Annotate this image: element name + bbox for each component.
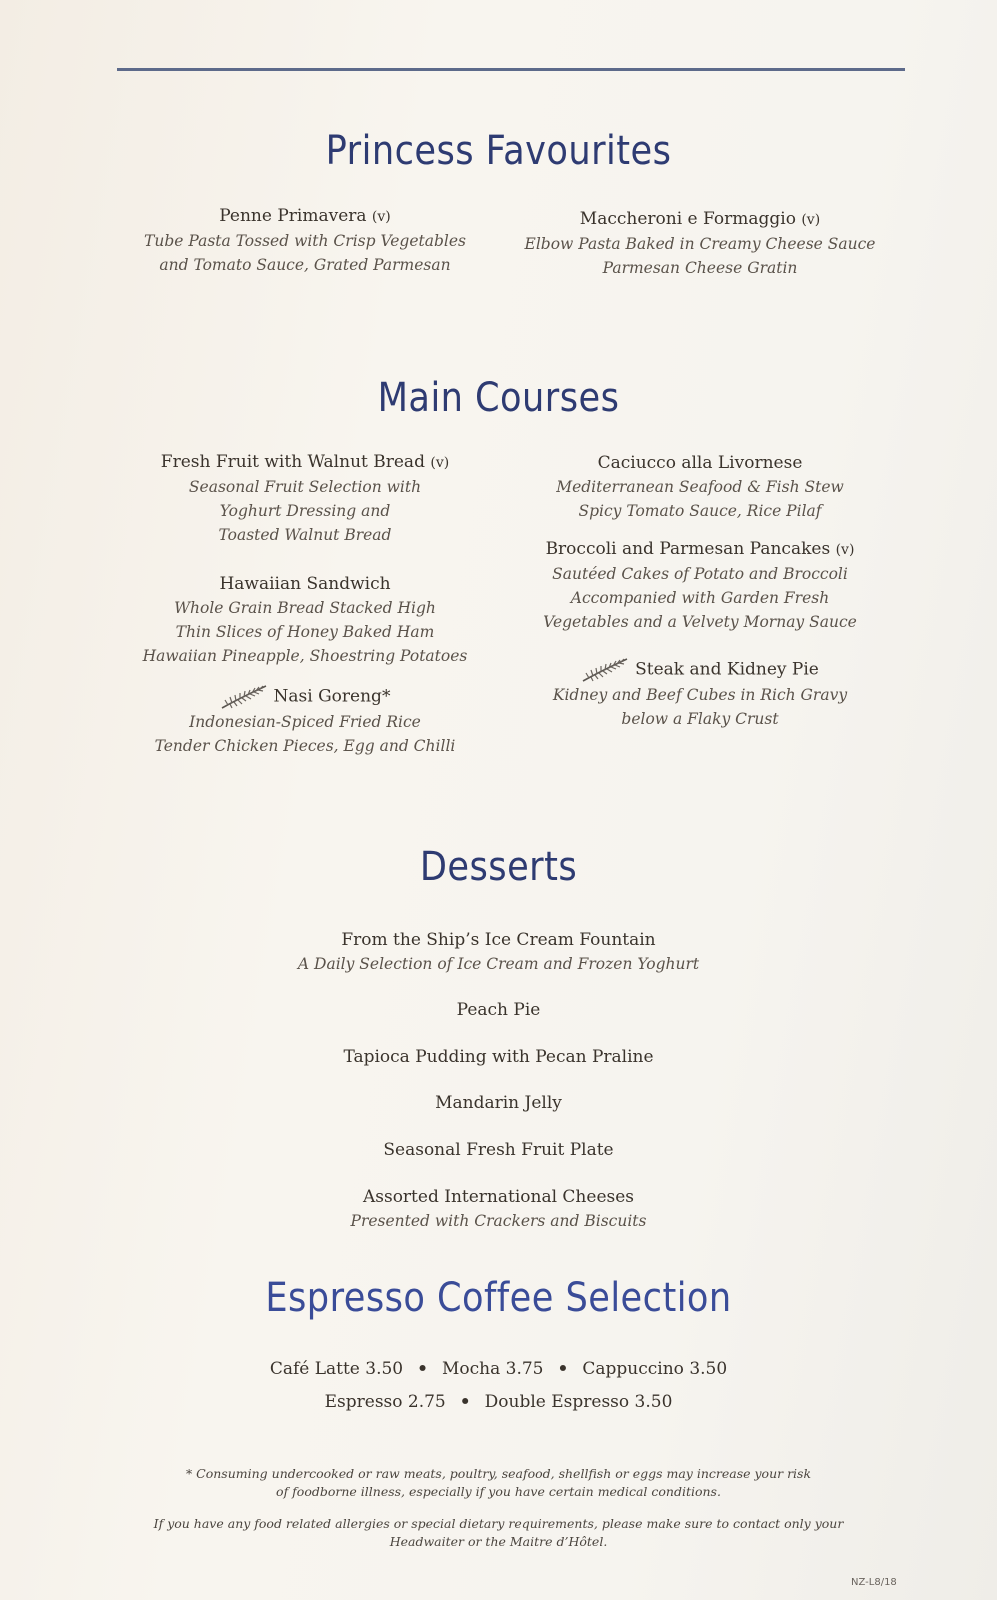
- menu-item-hawaiian-sandwich: [100, 572, 510, 668]
- item-name: Fresh Fruit with Walnut Bread: [160, 452, 425, 472]
- item-desc: and Tomato Sauce, Grated Parmesan: [159, 256, 451, 274]
- separator: •: [557, 1359, 569, 1379]
- section-title-main-courses: Main Courses: [377, 375, 620, 421]
- menu-item-penne-primavera: [100, 204, 510, 277]
- dessert-tapioca: [0, 1045, 997, 1069]
- item-desc: Accompanied with Garden Fresh: [570, 589, 830, 607]
- coffee-row-1: [0, 1359, 997, 1379]
- menu-item-fresh-fruit: [100, 450, 510, 547]
- item-name: Mandarin Jelly: [435, 1093, 562, 1113]
- dessert-peach-pie: [0, 998, 997, 1022]
- notice-line: * Consuming undercooked or raw meats, poultry, seafood, shellfish or eggs may increase your risk: [185, 1466, 812, 1481]
- item-desc: Spicy Tomato Sauce, Rice Pilaf: [578, 502, 822, 520]
- item-desc: Presented with Crackers and Biscuits: [350, 1212, 647, 1230]
- item-desc: Thin Slices of Honey Baked Ham: [175, 623, 435, 641]
- item-desc: Vegetables and a Velvety Mornay Sauce: [543, 613, 857, 631]
- item-name: Peach Pie: [456, 1000, 541, 1020]
- item-desc: A Daily Selection of Ice Cream and Frozen Yoghurt: [297, 955, 700, 973]
- notice-line: of foodborne illness, especially if you have certain medical conditions.: [276, 1484, 721, 1499]
- item-desc: Whole Grain Bread Stacked High: [174, 599, 436, 617]
- coffee-item: Espresso 2.75: [324, 1392, 446, 1412]
- coffee-item: Mocha 3.75: [442, 1359, 544, 1379]
- fern-icon: [220, 684, 268, 710]
- item-name: From the Ship’s Ice Cream Fountain: [341, 930, 656, 950]
- item-desc: Hawaiian Pineapple, Shoestring Potatoes: [142, 647, 468, 665]
- separator: •: [417, 1359, 428, 1379]
- menu-item-steak-kidney-pie: [500, 657, 900, 731]
- item-name: Caciucco alla Livornese: [597, 453, 803, 473]
- item-name: Seasonal Fresh Fruit Plate: [383, 1140, 614, 1160]
- menu-code: NZ-L8/18: [851, 1577, 897, 1588]
- menu-item-maccheroni: [500, 207, 900, 280]
- dessert-fruit-plate: [0, 1138, 997, 1162]
- allergy-notice: [0, 1515, 997, 1551]
- vegetarian-tag: (v): [835, 542, 855, 558]
- item-name: Nasi Goreng*: [273, 686, 391, 707]
- coffee-item: Café Latte 3.50: [269, 1359, 404, 1379]
- notice-line: Headwaiter or the Maitre d’Hôtel.: [389, 1534, 608, 1549]
- coffee-item: Cappuccino 3.50: [582, 1359, 728, 1379]
- vegetarian-tag: (v): [801, 212, 821, 228]
- item-desc: Kidney and Beef Cubes in Rich Gravy: [552, 686, 848, 704]
- item-name: Assorted International Cheeses: [362, 1187, 635, 1207]
- menu-item-broccoli-pancakes: [500, 537, 900, 634]
- coffee-row-2: [0, 1392, 997, 1412]
- item-desc: Yoghurt Dressing and: [219, 502, 391, 520]
- fern-icon: [581, 657, 629, 683]
- item-desc: Parmesan Cheese Gratin: [602, 259, 798, 277]
- item-desc: Indonesian-Spiced Fried Rice: [189, 713, 421, 731]
- item-desc: below a Flaky Crust: [621, 710, 779, 728]
- notice-line: If you have any food related allergies or special dietary requirements, please make sure to contact only your: [153, 1516, 844, 1531]
- dessert-cheeses: [0, 1185, 997, 1233]
- item-desc: Sautéed Cakes of Potato and Broccoli: [552, 565, 848, 583]
- food-safety-notice: [0, 1465, 997, 1501]
- item-name: Steak and Kidney Pie: [635, 659, 819, 680]
- item-desc: Tender Chicken Pieces, Egg and Chilli: [154, 737, 456, 755]
- section-title-desserts: Desserts: [419, 844, 578, 890]
- item-desc: Seasonal Fruit Selection with: [188, 478, 422, 496]
- item-name: Broccoli and Parmesan Pancakes: [545, 539, 831, 559]
- dessert-ice-cream: [0, 928, 997, 976]
- menu-item-nasi-goreng: [100, 684, 510, 758]
- coffee-item: Double Espresso 3.50: [484, 1392, 673, 1412]
- item-name: Tapioca Pudding with Pecan Praline: [343, 1047, 654, 1067]
- top-rule: [117, 68, 905, 71]
- item-name: Hawaiian Sandwich: [219, 574, 391, 594]
- vegetarian-tag: (v): [430, 455, 450, 471]
- separator: •: [459, 1392, 471, 1412]
- menu-item-caciucco: [500, 451, 900, 523]
- item-desc: Toasted Walnut Bread: [218, 526, 392, 544]
- item-desc: Mediterranean Seafood & Fish Stew: [556, 478, 844, 496]
- section-title-favourites: Princess Favourites: [325, 128, 672, 174]
- item-desc: Elbow Pasta Baked in Creamy Cheese Sauce: [524, 235, 876, 253]
- item-desc: Tube Pasta Tossed with Crisp Vegetables: [144, 232, 466, 250]
- vegetarian-tag: (v): [371, 209, 391, 225]
- item-name: Penne Primavera: [219, 206, 367, 226]
- dessert-mandarin-jelly: [0, 1091, 997, 1115]
- section-title-coffee: Espresso Coffee Selection: [265, 1275, 732, 1321]
- item-name: Maccheroni e Formaggio: [579, 209, 796, 229]
